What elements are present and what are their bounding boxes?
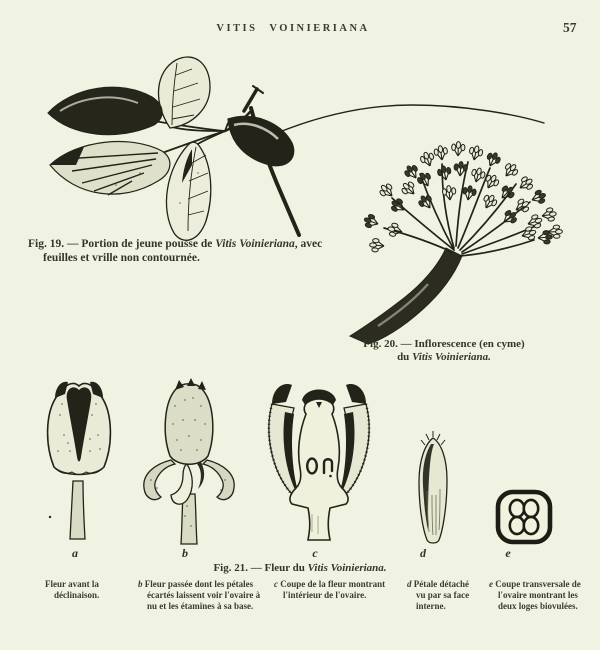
fig21-caption: Fig. 21. — Fleur du Vitis Voinieriana. <box>213 562 387 574</box>
fig19-caption: Fig. 19. — Portion de jeune pousse de Vitis Voinieriana, avec feuilles et vrille non contournée. <box>28 238 323 264</box>
fig21-subcaption-a: Fleur avant la déclinaison. <box>45 579 100 600</box>
fig21-subcaption-b: b Fleur passée dont les pétales écartés laissent voir l'ovaire à nu et les étamines à sa base. <box>138 579 261 611</box>
fig21c-illustration-flower-section <box>264 374 374 548</box>
fig21-letter-b: b <box>182 546 188 560</box>
page-number: 57 <box>563 20 577 35</box>
running-head-title: VITIS VOINIERIANA <box>216 23 370 34</box>
fig21-letter-e: e <box>505 546 511 560</box>
fig21d-illustration-detached-petal <box>412 431 454 547</box>
fig21-species: Vitis Voinieriana. <box>307 562 387 574</box>
fig21e-illustration-ovary-cross-section <box>492 487 556 547</box>
fig21-label: Fig. 21. — <box>213 562 265 574</box>
fig21a-illustration-flower-bud <box>44 377 116 545</box>
fig19-species: Vitis Voinieriana <box>215 238 295 250</box>
fig21-letter-a: a <box>72 546 78 560</box>
fig20-caption: Fig. 20. — Inflorescence (en cyme) du Vitis Voinieriana. <box>363 338 525 363</box>
fig21-letter-d: d <box>420 546 426 560</box>
fig21-letter-c: c <box>312 546 318 560</box>
fig20-illustration-inflorescence <box>338 138 566 340</box>
fig21-subcaption-d: d Pétale détaché vu par sa face interne. <box>407 579 470 611</box>
fig21b-illustration-flower-open-petals <box>137 376 245 546</box>
fig21-subcaption-e: e Coupe transversale de l'ovaire montrant les deux loges biovulées. <box>489 579 581 611</box>
fig21-subcaption-c: c Coupe de la fleur montrant l'intérieur de l'ovaire. <box>274 579 386 600</box>
fig19-label: Fig. 19. — <box>28 238 82 250</box>
fig20-species: Vitis Voinieriana. <box>412 350 491 363</box>
